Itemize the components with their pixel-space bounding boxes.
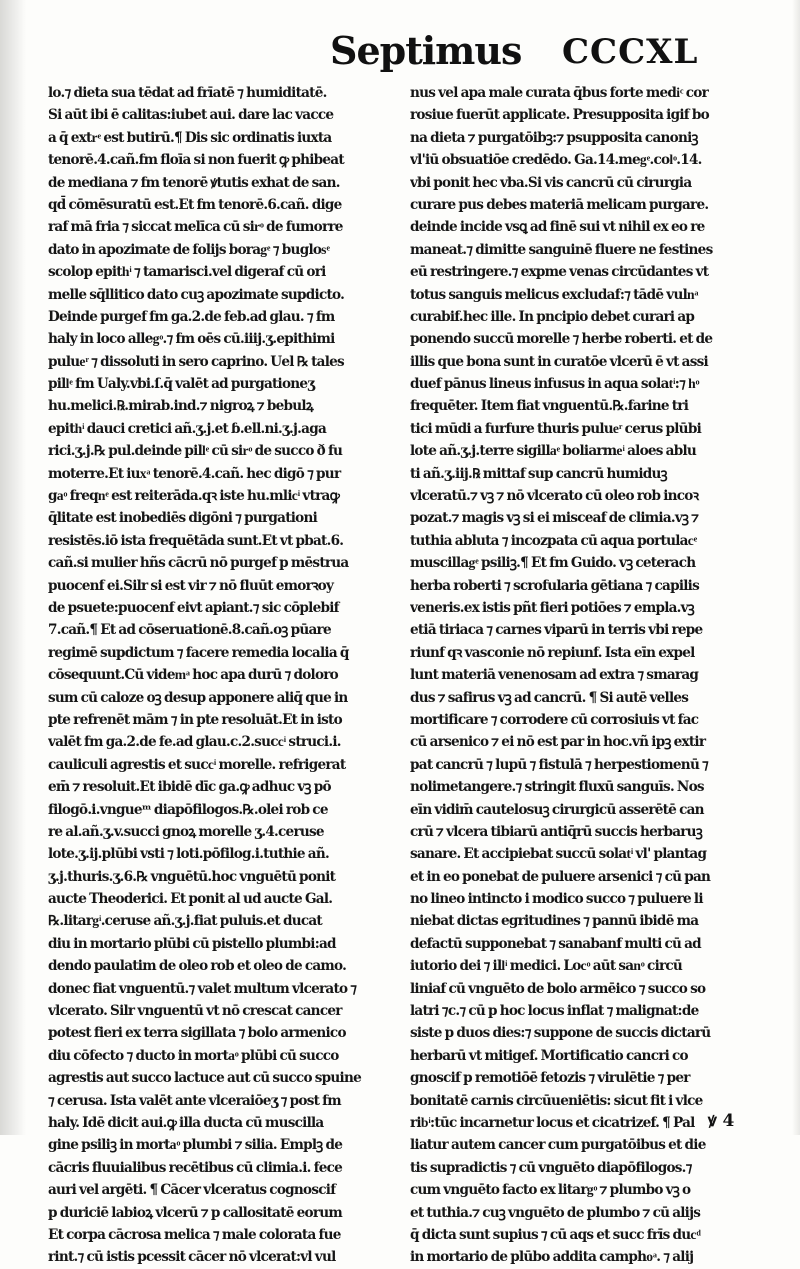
text-line: iutorio dei ⁊ illͥ medici. Locͦ aūt sanͦ circū [410, 958, 683, 975]
text-line: qd̄ cōmēsuratū est.Et fm tenorē.6.cañ. dige [48, 196, 342, 213]
folio-number: CCCXL [562, 32, 699, 72]
text-line: nolimetangere.⁊ stringit fluxū sanguīs. Nos [410, 779, 704, 796]
text-line: liatur autem cancer cum purgatōibus et die [410, 1137, 706, 1154]
text-line: vl'iū obsuatiōe credēdo. Ga.14.megͤ.colͦ.14. [410, 152, 702, 169]
right-text-column [410, 82, 772, 1269]
text-line: pte refrenēt mām ⁊ in pte resoluāt.Et in isto [48, 711, 342, 728]
text-line: vlceratū.⁊ vꝫ ⁊ nō vlcerato cū oleo rob incoꝛ [410, 488, 699, 505]
text-line: veneris.ex istis pñt fieri potiōes ⁊ empla.vꝫ [410, 599, 695, 616]
text-line: q̄litate est inobediēs digōni ⁊ purgationi [48, 510, 318, 527]
text-line: scolop epithͥ ⁊ tamarisci.vel digeraf cū ori [48, 264, 326, 281]
left-text-column [48, 82, 420, 1269]
text-line: herba roberti ⁊ scrofularia gētiana ⁊ capilis [410, 577, 699, 594]
text-line: duef pānus lineus infusus in aqua solatͥ:⁊ hͦ [410, 376, 699, 393]
text-line: dus ⁊ safirus vꝫ ad cancrū. ¶ Si autē velles [410, 689, 689, 706]
text-line: haly in loco allegͦ.⁊ fm oēs cū.iiij.ʒ.epithimi [48, 331, 335, 348]
text-line: potest fieri ex terra sigillata ⁊ bolo armenico [48, 1025, 346, 1042]
text-line: ribͥ:tūc incarnetur locus et cicatrizef. ¶ Pal [410, 1114, 695, 1131]
text-line: rici.ʒ.j.℞ pul.deinde pillͤ cū sirͦ de succo ð fu [48, 443, 343, 460]
text-line: maneat.⁊ dimitte sanguinē fluere ne festines [410, 241, 713, 258]
text-line: lote.ʒ.ij.plūbi vsti ⁊ loti.pōfilog.i.tuthie añ. [48, 846, 329, 863]
text-line: pillͤ fm Ualy.vbi.ſ.q̄ valēt ad purgationeʒ [48, 376, 315, 393]
text-line: ℞.litargͥ.ceruse añ.ʒ.j.fiat puluis.et ducat [48, 913, 322, 930]
text-line: tenorē.4.cañ.fm floīa si non fuerit ꝙ phibeat [48, 152, 344, 169]
text-line: defactū supponebat ⁊ sanabanf multi cū ad [410, 935, 701, 952]
text-line: hu.melici.℞.mirab.ind.⁊ nigroꝝ ⁊ bebulꝝ [48, 398, 313, 415]
text-line: diu in mortario plūbi cū pistello plumbi:ad [48, 935, 336, 952]
text-line: cañ.si mulier hñs cācrū nō purgef p mēstrua [48, 555, 349, 572]
text-line: cauliculi agrestis et succͥ morelle. refrigerat [48, 756, 346, 773]
text-line: pozat.⁊ magis vꝫ si ei misceaf de climia.vꝫ ⁊ [410, 510, 699, 527]
text-line: bonitatē carnis circūueniētis: sicut fit i vlce [410, 1092, 703, 1109]
text-line: sanare. Et accipiebat succū solatͥ vl' plantag [410, 846, 707, 863]
text-line: p duriciē labioꝝ vlcerū ⁊ p callositatē eorum [48, 1204, 343, 1221]
text-line: ⁊ cerusa. Ista valēt ante vlceraiōeʒ ⁊ post fm [48, 1092, 341, 1109]
text-line: in mortario de plūbo addita camphoͣ. ⁊ alij [410, 1249, 694, 1266]
text-line: cācris fluuialibus recētibus cū climia.i. fece [48, 1159, 343, 1176]
text-line: pat cancrū ⁊ lupū ⁊ fistulā ⁊ herpestiomenū ⁊ [410, 756, 709, 773]
text-line: donec fiat vnguentū.⁊ valet multum vlcerato ⁊ [48, 980, 357, 997]
text-line: re al.añ.ʒ.v.succi gnoꝝ morelle ʒ.4.ceruse [48, 823, 324, 840]
text-line: nus vel apa male curata q̄bus forte mediͨ cor [410, 85, 708, 101]
text-line: illis que bona sunt in curatōe vlcerū ē vt assi [410, 353, 708, 370]
signature-mark: ꝟ 4 [708, 1111, 735, 1131]
text-line: niebat dictas egritudines ⁊ pannū ibidē ma [410, 913, 699, 930]
text-line: pulueͬ ⁊ dissoluti in sero caprino. Uel ℞ tales [48, 353, 344, 370]
text-line: lunt materiā venenosam ad extra ⁊ smarag [410, 667, 699, 684]
text-line: 7.cañ.¶ Et ad cōseruationē.8.cañ.oꝫ pūare [48, 622, 331, 639]
text-line: tuthia abluta ⁊ incozpata cū aqua portulacͤ [410, 532, 697, 549]
page-left-edge-shadow [0, 0, 26, 1135]
text-line: latri ⁊c.⁊ cū p hoc locus inflat ⁊ malignat:de [410, 1003, 699, 1020]
text-line: siste p duos dies:⁊ suppone de succis dictarū [410, 1025, 711, 1042]
text-line: puocenf ei.Silr si est vir ⁊ nō fluūt emorꝛoy [48, 577, 334, 594]
text-line: vbi ponit hec vba.Si vis cancrū cū cirurgia [410, 174, 692, 191]
text-line: cum vnguēto facto ex litargͦ ⁊ plumbo vꝫ o [410, 1182, 691, 1199]
text-line: a q̄ extrͤ est butirū.¶ Dis sic ordinatis iuxta [48, 129, 332, 146]
text-line: curare pus debes materiā melicam purgare. [410, 196, 709, 213]
text-line: q̄ dicta sunt supius ⁊ cū aqs et succ frīs ducͩ [410, 1226, 701, 1243]
text-line: ʒ.j.thuris.ʒ.6.℞ vnguētū.hoc vnguētū ponit [48, 868, 336, 885]
text-line: Et corpa cācrosa melica ⁊ male colorata fue [48, 1226, 341, 1243]
text-line: gaͦ freqnͤ est reiterāda.qꝛ iste hu.mlicͥ vtraꝙ [48, 488, 340, 505]
text-line: frequēter. Item fiat vnguentū.℞.farine tri [410, 398, 689, 415]
text-line: liniaf cū vnguēto de bolo armēico ⁊ succo so [410, 980, 706, 997]
text-line: et tuthia.⁊ cuꝫ vnguēto de plumbo ⁊ cū alijs [410, 1204, 701, 1221]
page-right-edge-shadow [792, 0, 800, 1135]
text-line: lo.⁊ dieta sua tēdat ad frīatē ⁊ humiditatē. [48, 85, 327, 101]
text-line: sum cū caloze oꝫ desup apponere aliq̄ que in [48, 689, 348, 706]
text-line: gine psiliꝫ in mortaͦ plumbi ⁊ silia. Emplꝫ de [48, 1137, 343, 1154]
text-line: agrestis aut succo lactuce aut cū succo spuine [48, 1070, 361, 1087]
text-line: dendo paulatim de oleo rob et oleo de camo. [48, 958, 347, 975]
text-line: gnoscif p remotiōē fetozis ⁊ virulētie ⁊ per [410, 1070, 690, 1087]
text-line: aucte Theoderici. Et ponit al ud aucte Gal. [48, 891, 333, 908]
text-line: riunf qꝛ vasconie nō repiunf. Ista eīn expel [410, 644, 695, 661]
text-line: epithͥ dauci cretici añ.ʒ.j.et ɓ.ell.ni.ʒ.j.aga [48, 420, 327, 437]
text-line: deinde incide vsꝗ ad finē sui vt nihil ex eo re [410, 219, 705, 236]
text-line: curabif.hec ille. In pncipio debet curari ap [410, 308, 695, 325]
text-line: rosiue fuerūt applicate. Presupposita igif bo [410, 107, 709, 124]
text-line: eīn vidim̄ cautelosuꝫ cirurgicū asserētē can [410, 801, 704, 818]
text-line: cōsequunt.Cū videmͣ hoc apa durū ⁊ doloro [48, 667, 338, 684]
text-line: mortificare ⁊ corrodere cū corrosiuis vt fac [410, 711, 699, 728]
text-line: Deinde purgef fm ga.2.de feb.ad glau. ⁊ fm [48, 308, 335, 325]
text-line: totus sanguis melicus excludaf:⁊ tādē vulnͣ [410, 286, 698, 303]
text-line: filogō.i.vngueᵐ diapōfilogos.℞.olei rob ce [48, 801, 328, 818]
text-line: diu cōfecto ⁊ ducto in mortaͦ plūbi cū succo [48, 1047, 339, 1064]
text-line: auri vel argēti. ¶ Cācer vlceratus cognoscif [48, 1182, 336, 1199]
text-line: etiā tiriaca ⁊ carnes viparū in terris vbi repe [410, 622, 703, 639]
text-line: haly. Idē dicit aui.ꝙ illa ducta cū muscilla [48, 1114, 324, 1131]
text-line: ti añ.ʒ.iij.℞ mittaf sup cancrū humiduꝫ [410, 465, 667, 482]
text-line: regimē supdictum ⁊ facere remedia localia q̄ [48, 644, 349, 661]
text-line: tici mūdi a furfure thuris pulueͬ cerus plūbi [410, 420, 701, 437]
text-line: eū restringere.⁊ expme venas circūdantes vt [410, 264, 709, 281]
text-line: vlcerato. Silr vnguentū vt nō crescat cancer [48, 1003, 342, 1020]
text-line: em̄ ⁊ resoluit.Et ibidē dīc ga.ꝙ adhuc vꝫ pō [48, 779, 331, 796]
text-line: herbarū vt mitigef. Mortificatio cancri co [410, 1047, 688, 1064]
text-line: dato in apozimate de folijs boragͤ ⁊ buglosͤ [48, 241, 330, 258]
text-line: de mediana ⁊ fm tenorē ꝟtutis exhat de san. [48, 174, 340, 191]
text-line: Si aūt ibi ē calitas:iubet aui. dare lac vacce [48, 107, 334, 124]
text-line: no lineo intincto i modico succo ⁊ puluere li [410, 891, 703, 908]
text-line: crū ⁊ vlcera tibiarū antiq̄rū succis herbaruꝫ [410, 823, 703, 840]
text-line: et in eo ponebat de puluere arsenici ⁊ cū pan [410, 868, 711, 885]
text-line: ponendo succū morelle ⁊ herbe roberti. et de [410, 331, 713, 348]
running-head: Septimus [330, 28, 522, 73]
text-line: valēt fm ga.2.de fe.ad glau.c.2.succͥ struci.i. [48, 734, 341, 751]
text-line: melle sq̄llitico dato cuꝫ apozimate supdicto. [48, 286, 345, 303]
text-line: na dieta ⁊ purgatōibꝫ:⁊ psupposita canoniꝫ [410, 129, 698, 146]
text-line: tis supradictis ⁊ cū vnguēto diapōfilogos.⁊ [410, 1159, 692, 1176]
text-line: moterre.Et iuxͣ tenorē.4.cañ. hec digō ⁊ pur [48, 465, 341, 482]
text-line: muscillagͤ psiliꝫ.¶ Et fm Guido. vꝫ ceterach [410, 555, 696, 572]
page-header [0, 28, 800, 78]
text-line: de psuete:puocenf eivt apiant.⁊ sic cōplebif [48, 599, 339, 616]
text-line: resistēs.iō ista frequētāda sunt.Et vt pbat.6. [48, 532, 344, 549]
text-line: cū arsenico ⁊ ei nō est par in hoc.vñ ipꝫ extir [410, 734, 706, 751]
text-line: raf mā fria ⁊ siccat melīca cū sirͦ de fumorre [48, 219, 343, 236]
text-line: lote añ.ʒ.j.terre sigillaͤ boliarmeͥ aloes ablu [410, 443, 697, 460]
text-line: rint.⁊ cū istis pcessit cācer nō vlcerat:vl vul [48, 1249, 336, 1266]
